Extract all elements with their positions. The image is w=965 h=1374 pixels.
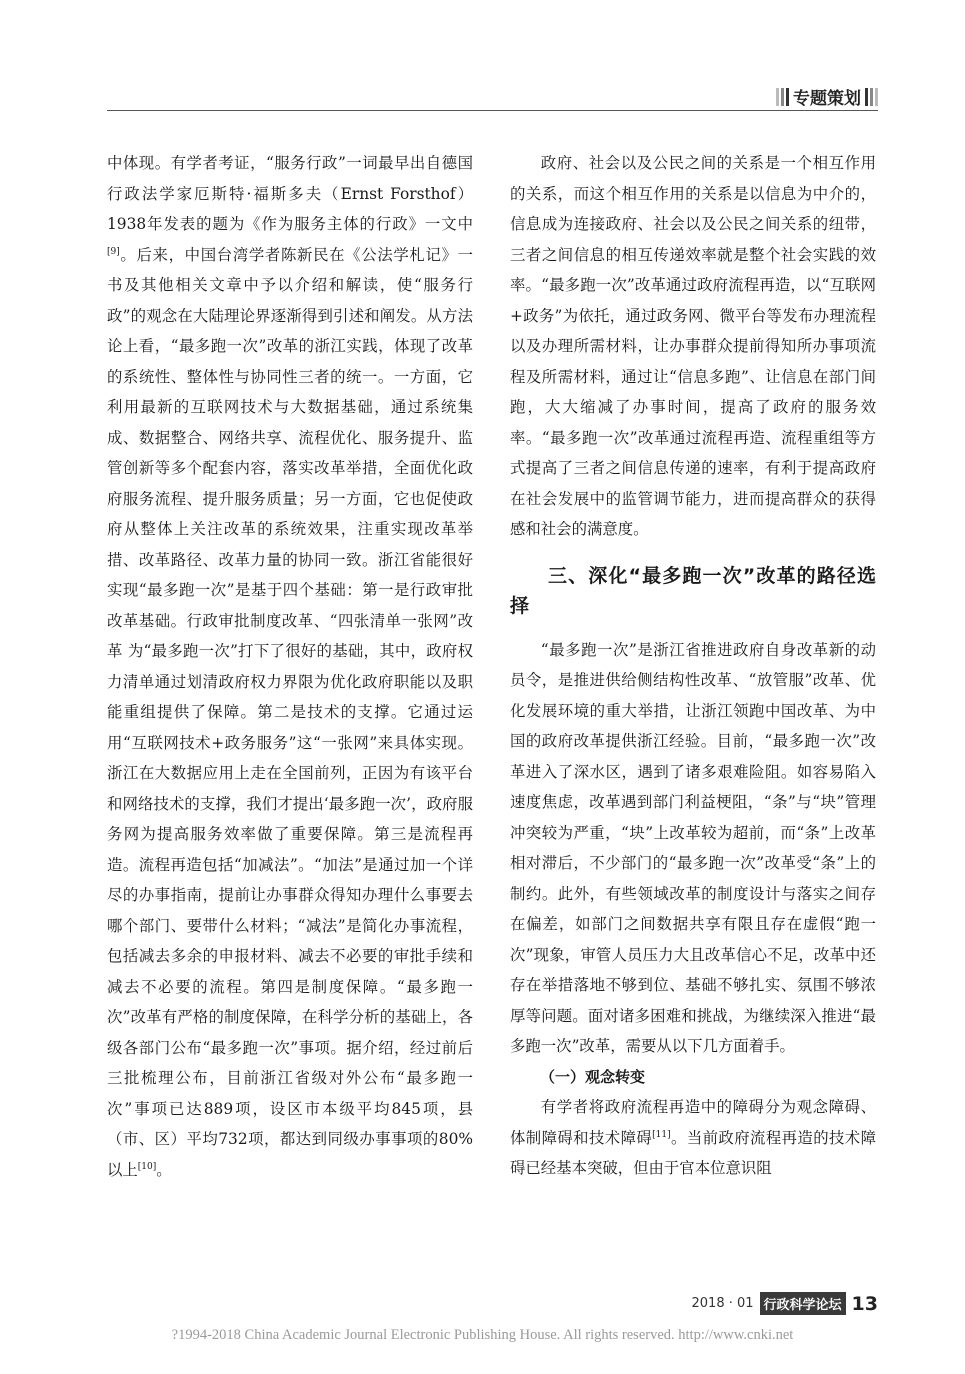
citation-9: [9] xyxy=(107,246,120,257)
decorative-bars-left-icon xyxy=(776,88,789,106)
issue-info xyxy=(692,1292,879,1315)
running-header xyxy=(107,78,878,110)
right-column xyxy=(510,148,876,1184)
left-column xyxy=(107,148,473,1185)
section-tag xyxy=(776,84,878,109)
issue-date: 2018 · 01 xyxy=(691,1296,754,1311)
body-paragraph: “最多跑一次”是浙江省推进政府自身改革新的动员令，是推进供给侧结构性改革、“放管服”改革、优化发展环境的重大举措，让浙江领跑中国改革、为中国的政府改革提供浙江经验。目前，“最多跑一次”改革进入了深水区，遇到了诸多艰难险阻。如容易陷入速度焦虑，改革遇到部门利益梗阻，“条”与“块”管理冲突较为严重，“块”上改革较为超前，而“条”上改革相对滞后，不少部门的“最多跑一次”改革受“条”上的制约。此外，有些领域改革的制度设计与落实之间存在偏差，如部门之间数据共享有限且存在虚假“跑一次”现象，审管人员压力大且改革信心不足，改革中还存在举措落地不够到位、基础不够扎实、氛围不够浓厚等问题。面对诸多困难和挑战，为继续深入推进“最多跑一次”改革，需要从以下几方面着手。 xyxy=(510,640,876,1055)
citation-11: [11] xyxy=(652,1129,671,1140)
body-paragraph: 有学者将政府流程再造中的障碍分为观念障碍、体制障碍和技术障碍[11]。当前政府流程再造的技术障碍已经基本突破，但由于官本位意识阻 xyxy=(510,1098,876,1177)
body-paragraph: 政府、社会以及公民之间的关系是一个相互作用的关系，而这个相互作用的关系是以信息为中介的，信息成为连接政府、社会以及公民之间关系的纽带，三者之间信息的相互传递效率就是整个社会实践的效率。“最多跑一次”改革通过政府流程再造，以“互联网+政务”为依托，通过政务网、微平台等发布办理流程以及办理所需材料，让办事群众提前得知所办事项流程及所需材料，通过让“信息多跑”、让信息在部门间跑，大大缩减了办事时间，提高了政府的服务效率。“最多跑一次”改革通过流程再造、流程重组等方式提高了三者之间信息传递的速率，有利于提高政府在社会发展中的监管调节能力，进而提高群众的获得感和社会的满意度。 xyxy=(510,154,876,538)
section-title: 专题策划 xyxy=(793,89,861,109)
section-heading: 三、深化“最多跑一次”改革的路径选择 xyxy=(510,564,876,617)
copyright-notice: ?1994-2018 China Academic Journal Electronic Publishing House. All rights reserved. http://www.cnki.net xyxy=(171,1327,794,1343)
page-footer xyxy=(107,1292,878,1318)
subsection-heading: （一）观念转变 xyxy=(540,1067,646,1086)
decorative-bars-right-icon xyxy=(865,88,878,106)
page-number: 13 xyxy=(851,1292,878,1315)
body-paragraph: 中体现。有学者考证，“服务行政”一词最早出自德国行政法学家厄斯特·福斯多夫（Ernst Forsthof）1938年发表的题为《作为服务主体的行政》一文中[9]。后来，中国台湾学者陈新民在《公法学札记》一书及其他相关文章中予以介绍和解读，使“服务行政”的观念在大陆理论界逐渐得到引述和阐发。从方法论上看，“最多跑一次”改革的浙江实践，体现了改革的系统性、整体性与协同性三者的统一。一方面，它利用最新的互联网技术与大数据基础，通过系统集成、数据整合、网络共享、流程优化、服务提升、监管创新等多个配套内容，落实改革举措，全面优化政府服务流程、提升服务质量；另一方面，它也促使政府从整体上关注改革的系统效果，注重实现改革举措、改革路径、改革力量的协同一致。浙江省能很好实现“最多跑一次”是基于四个基础：第一是行政审批改革基础。行政审批制度改革、“四张清单一张网”改革 为“最多跑一次”打下了很好的基础，其中，政府权力清单通过划清政府权力界限为优化政府职能以及职能重组提供了保障。第二是技术的支撑。它通过运用“互联网技术+政务服务”这“一张网”来具体实现。浙江在大数据应用上走在全国前列，正因为有该平台和网络技术的支撑，我们才提出‘最多跑一次’，政府服务网为提高服务效率做了重要保障。第三是流程再造。流程再造包括“加减法”。“加法”是通过加一个详尽的办事指南，提前让办事群众得知办理什么事要去哪个部门、要带什么材料；“减法”是简化办事流程，包括减去多余的申报材料、减去不必要的审批手续和减去不必要的流程。第四是制度保障。“最多跑一次”改革有严格的制度保障，在科学分析的基础上，各级各部门公布“最多跑一次”事项。据介绍，经过前后三批梳理公布，目前浙江省级对外公布“最多跑一次”事项已达889项，设区市本级平均845项，县（市、区）平均732项，都达到同级办事事项的80%以上[10]。 xyxy=(107,154,473,1179)
citation-10: [10] xyxy=(137,1161,157,1172)
header-divider xyxy=(107,110,878,111)
journal-logo: 行政科学论坛 xyxy=(760,1292,846,1315)
